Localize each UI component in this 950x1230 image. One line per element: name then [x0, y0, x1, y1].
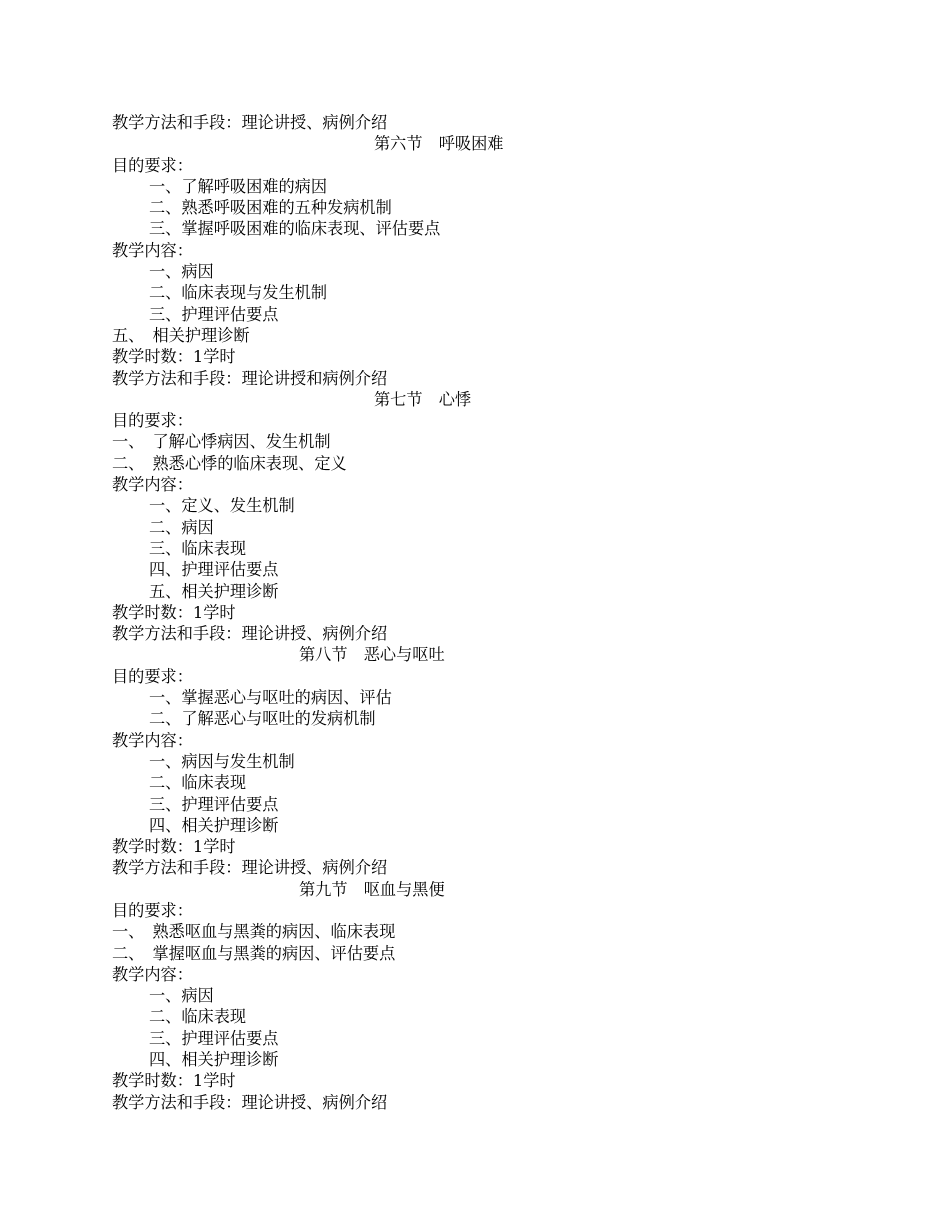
text-line: 五、 相关护理诊断: [112, 325, 250, 345]
list-item: 一、定义、发生机制: [149, 496, 295, 516]
text-line: 教学时数：1学时: [112, 347, 236, 367]
text-line: 教学内容：: [112, 964, 193, 984]
text-line: 一、 了解心悸病因、发生机制: [112, 432, 331, 452]
text-line: 教学方法和手段：理论讲授、病例介绍: [112, 858, 388, 878]
list-item: 四、相关护理诊断: [149, 815, 279, 835]
text-line: 二、 掌握呕血与黑粪的病因、评估要点: [112, 943, 396, 963]
list-item: 二、临床表现与发生机制: [149, 283, 328, 303]
text-line: 教学方法和手段：理论讲授、病例介绍: [112, 1092, 388, 1112]
text-line: 目的要求：: [112, 411, 193, 431]
text-line: 教学方法和手段：理论讲授和病例介绍: [112, 368, 388, 388]
text-line: 目的要求：: [112, 900, 193, 920]
list-item: 一、病因: [149, 262, 214, 282]
list-item: 一、病因与发生机制: [149, 751, 295, 771]
text-line: 教学时数：1学时: [112, 837, 236, 857]
text-line: 二、 熟悉心悸的临床表现、定义: [112, 453, 347, 473]
text-line: 教学方法和手段：理论讲授、病例介绍: [112, 624, 388, 644]
document-page: [112, 112, 832, 1113]
list-item: 一、了解呼吸困难的病因: [149, 176, 328, 196]
list-item: 二、临床表现: [149, 773, 247, 793]
text-line: 一、 熟悉呕血与黑粪的病因、临床表现: [112, 922, 396, 942]
list-item: 五、相关护理诊断: [149, 581, 279, 601]
list-item: 三、护理评估要点: [149, 1028, 279, 1048]
section-heading: 第八节 恶心与呕吐: [299, 645, 445, 665]
list-item: 三、掌握呼吸困难的临床表现、评估要点: [149, 219, 441, 239]
list-item: 四、护理评估要点: [149, 560, 279, 580]
list-item: 一、病因: [149, 986, 214, 1006]
list-item: 三、护理评估要点: [149, 304, 279, 324]
text-line: 教学内容：: [112, 240, 193, 260]
list-item: 三、临床表现: [149, 538, 247, 558]
list-item: 二、熟悉呼吸困难的五种发病机制: [149, 198, 392, 218]
text-line: 目的要求：: [112, 155, 193, 175]
list-item: 三、护理评估要点: [149, 794, 279, 814]
text-line: 教学内容：: [112, 730, 193, 750]
list-item: 二、了解恶心与呕吐的发病机制: [149, 709, 376, 729]
text-line: 目的要求：: [112, 666, 193, 686]
list-item: 一、掌握恶心与呕吐的病因、评估: [149, 688, 392, 708]
list-item: 二、临床表现: [149, 1007, 247, 1027]
list-item: 二、病因: [149, 517, 214, 537]
section-heading: 第七节 心悸: [374, 389, 472, 409]
section-heading: 第九节 呕血与黑便: [299, 879, 445, 899]
section-heading: 第六节 呼吸困难: [374, 134, 504, 154]
list-item: 四、相关护理诊断: [149, 1050, 279, 1070]
text-line: 教学时数：1学时: [112, 602, 236, 622]
text-line: 教学内容：: [112, 475, 193, 495]
text-line: 教学方法和手段：理论讲授、病例介绍: [112, 113, 388, 132]
text-line: 教学时数：1学时: [112, 1071, 236, 1091]
